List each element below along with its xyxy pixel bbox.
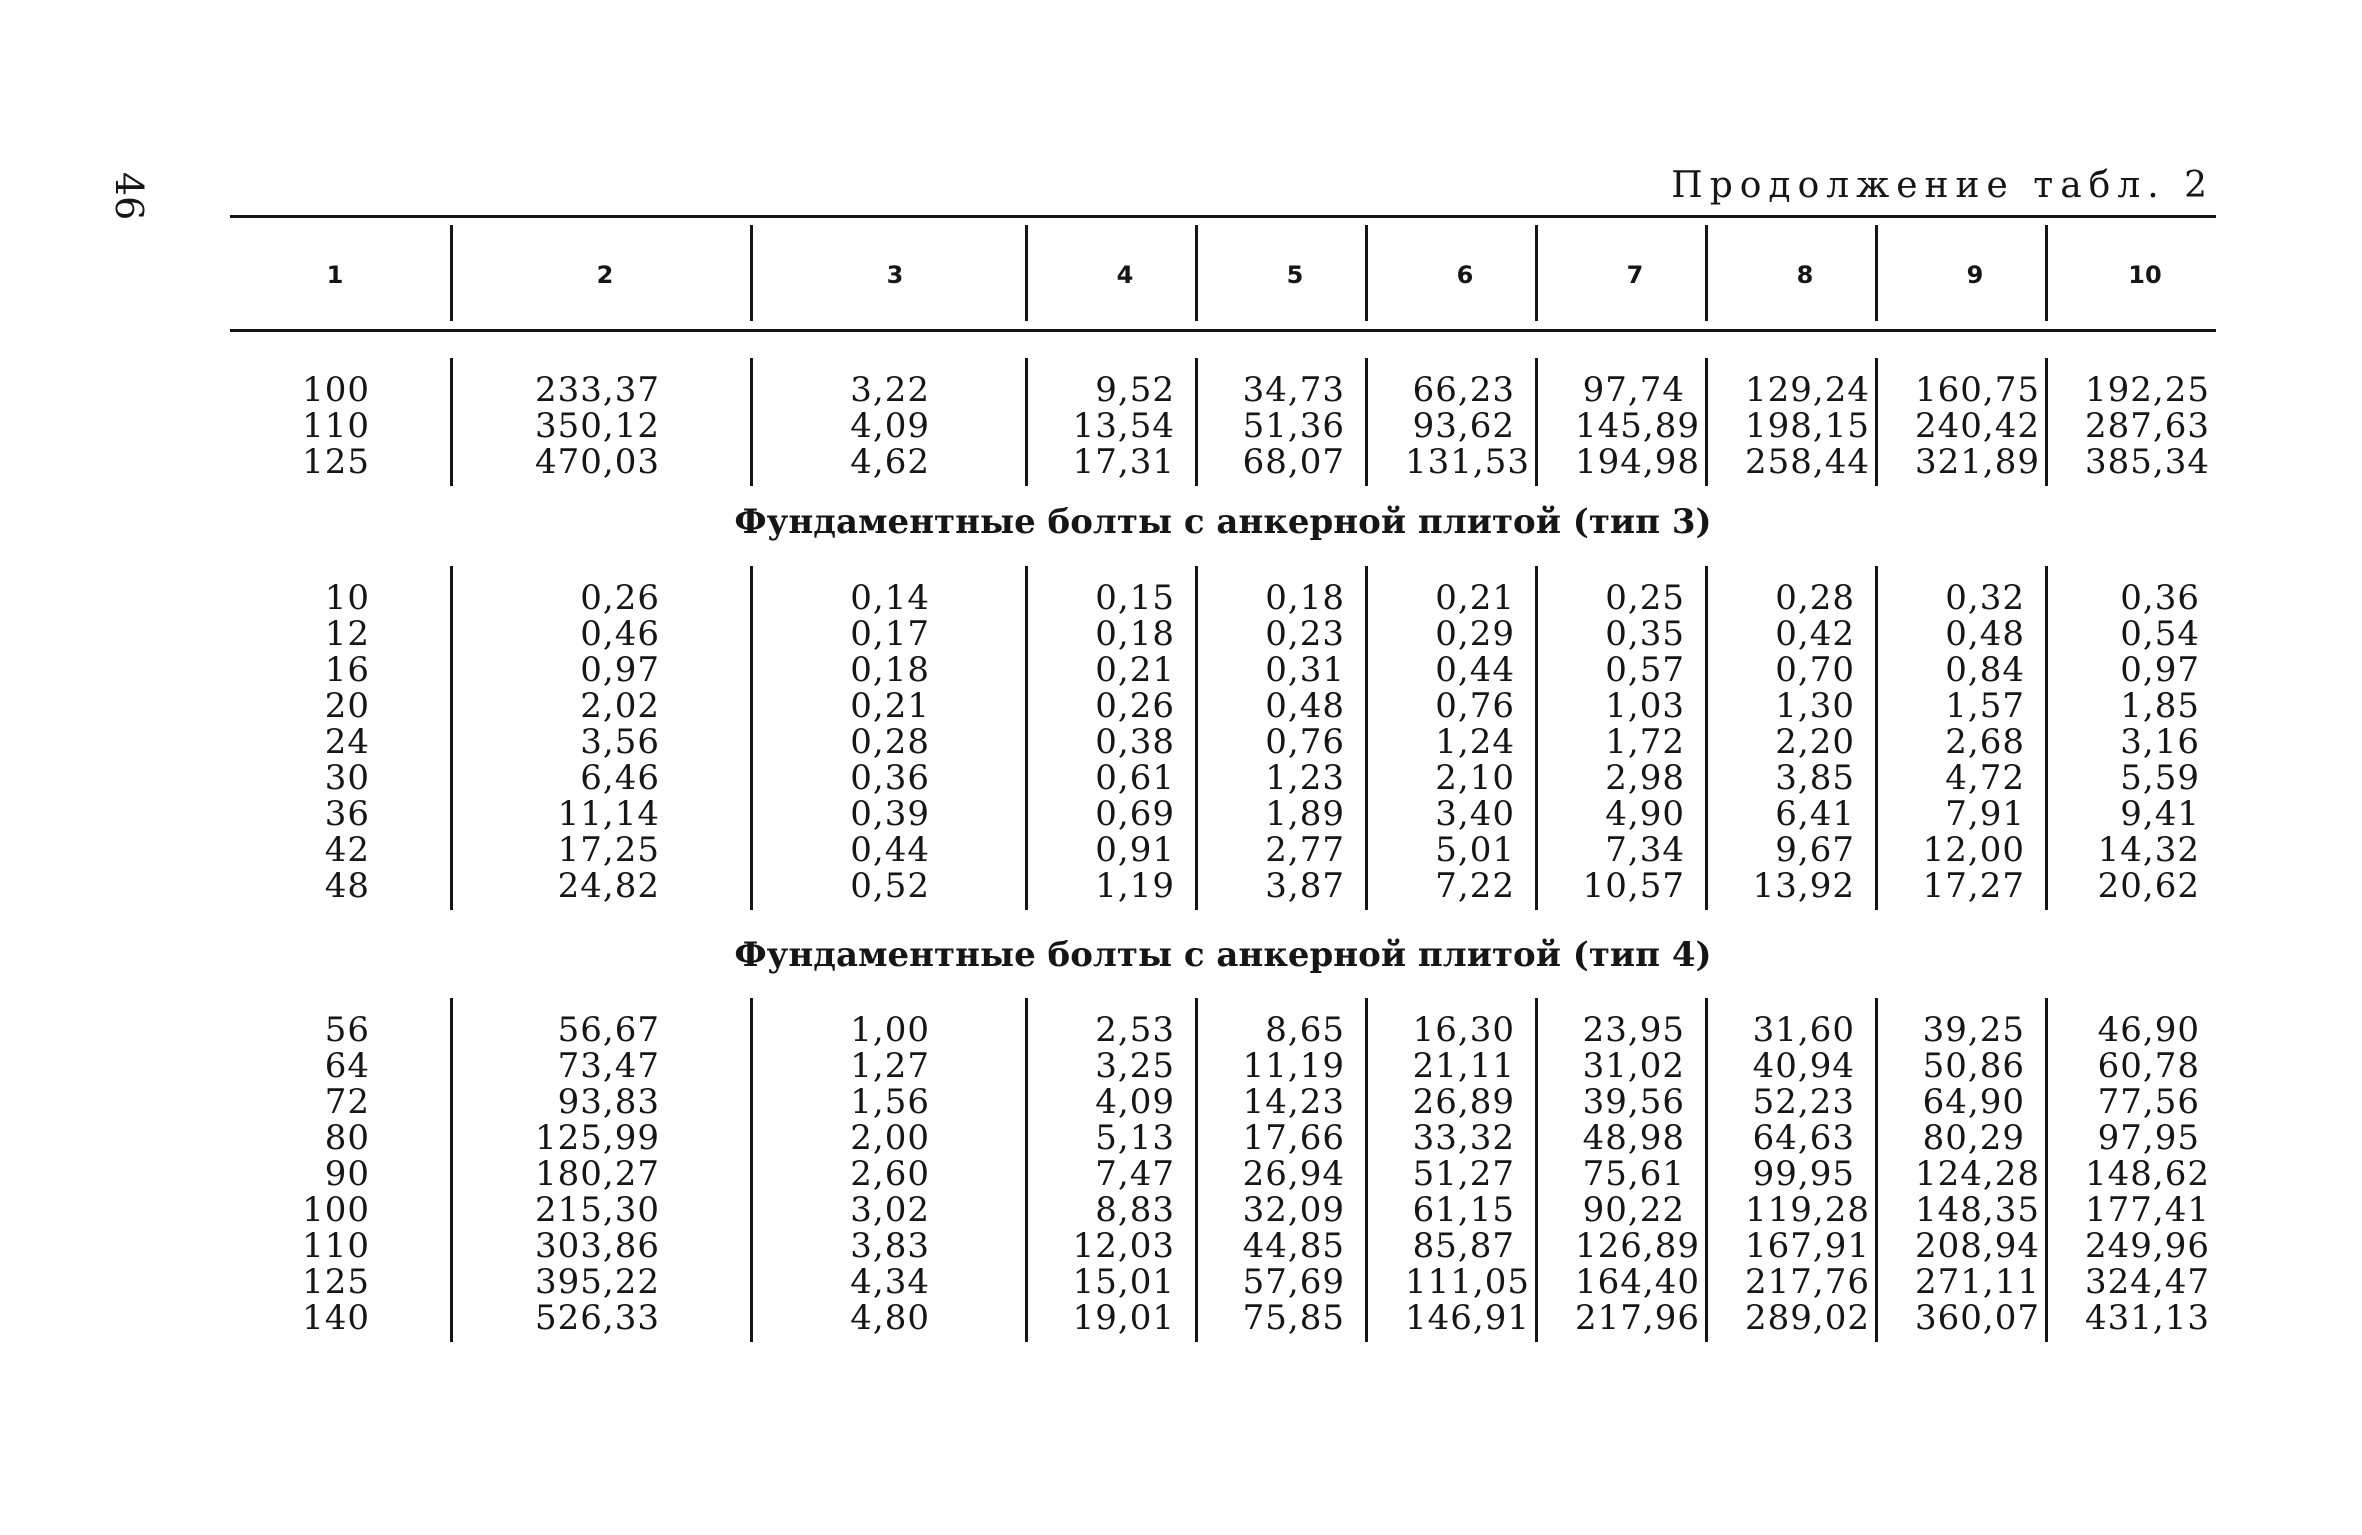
column-divider xyxy=(2045,358,2048,486)
table-cell: 68,07 xyxy=(1242,442,1345,482)
table-cell: 0,18 xyxy=(1265,578,1345,618)
section-title: Фундаментные болты с анкерной плитой (тип 3) xyxy=(734,502,1712,542)
column-divider xyxy=(450,358,453,486)
column-divider xyxy=(450,998,453,1342)
table-cell: 80,29 xyxy=(1922,1118,2025,1158)
table-cell: 303,86 xyxy=(535,1226,660,1266)
table-cell: 233,37 xyxy=(535,370,660,410)
table-cell: 0,84 xyxy=(1945,650,2025,690)
table-cell: 0,26 xyxy=(580,578,660,618)
table-cell: 90,22 xyxy=(1582,1190,1685,1230)
table-cell: 2,20 xyxy=(1775,722,1855,762)
table-cell: 72 xyxy=(324,1082,370,1122)
table-row xyxy=(230,1120,2216,1156)
table-cell: 16,30 xyxy=(1412,1010,1515,1050)
table-cell: 110 xyxy=(302,406,370,446)
table-cell: 11,14 xyxy=(557,794,660,834)
table-cell: 0,29 xyxy=(1435,614,1515,654)
table-cell: 21,11 xyxy=(1412,1046,1515,1086)
table-cell: 0,48 xyxy=(1265,686,1345,726)
table-cell: 0,28 xyxy=(850,722,930,762)
table-cell: 125 xyxy=(302,442,370,482)
table-cell: 431,13 xyxy=(2085,1298,2210,1338)
table-cell: 0,14 xyxy=(850,578,930,618)
column-divider xyxy=(1025,998,1028,1342)
column-divider xyxy=(2045,566,2048,910)
column-divider xyxy=(1875,998,1878,1342)
table-cell: 3,16 xyxy=(2120,722,2200,762)
table-cell: 73,47 xyxy=(557,1046,660,1086)
table-cell: 350,12 xyxy=(535,406,660,446)
table-cell: 90 xyxy=(324,1154,370,1194)
table-cell: 0,44 xyxy=(1435,650,1515,690)
table-cell: 0,91 xyxy=(1095,830,1175,870)
table-cell: 0,21 xyxy=(1435,578,1515,618)
table-cell: 31,02 xyxy=(1582,1046,1685,1086)
table-cell: 198,15 xyxy=(1745,406,1870,446)
table-cell: 2,77 xyxy=(1265,830,1345,870)
table-cell: 26,94 xyxy=(1242,1154,1345,1194)
column-divider xyxy=(1875,225,1878,321)
table-cell: 5,13 xyxy=(1095,1118,1175,1158)
table-cell: 0,23 xyxy=(1265,614,1345,654)
table-cell: 1,85 xyxy=(2120,686,2200,726)
column-header: 8 xyxy=(1796,261,1814,289)
table-cell: 31,60 xyxy=(1752,1010,1855,1050)
table-cell: 470,03 xyxy=(535,442,660,482)
table-cell: 360,07 xyxy=(1915,1298,2040,1338)
table-cell: 3,40 xyxy=(1435,794,1515,834)
table-cell: 1,56 xyxy=(850,1082,930,1122)
table-cell: 12,00 xyxy=(1922,830,2025,870)
column-divider xyxy=(1195,566,1198,910)
table-cell: 24,82 xyxy=(557,866,660,906)
table-cell: 164,40 xyxy=(1575,1262,1700,1302)
table-cell: 7,91 xyxy=(1945,794,2025,834)
table-cell: 324,47 xyxy=(2085,1262,2210,1302)
table-cell: 146,91 xyxy=(1405,1298,1530,1338)
column-header: 2 xyxy=(596,261,614,289)
table-cell: 26,89 xyxy=(1412,1082,1515,1122)
table-cell: 4,90 xyxy=(1605,794,1685,834)
table-cell: 0,21 xyxy=(850,686,930,726)
column-divider xyxy=(1705,358,1708,486)
table-cell: 0,48 xyxy=(1945,614,2025,654)
table-row xyxy=(230,1228,2216,1264)
table-row xyxy=(230,868,2216,904)
table-cell: 0,25 xyxy=(1605,578,1685,618)
table-cell: 20 xyxy=(324,686,370,726)
column-divider xyxy=(750,358,753,486)
table-cell: 0,38 xyxy=(1095,722,1175,762)
column-divider xyxy=(1535,998,1538,1342)
table-cell: 52,23 xyxy=(1752,1082,1855,1122)
column-divider xyxy=(1025,566,1028,910)
table-cell: 8,65 xyxy=(1265,1010,1345,1050)
table-cell: 97,95 xyxy=(2097,1118,2200,1158)
table-cell: 1,19 xyxy=(1095,866,1175,906)
table-cell: 0,21 xyxy=(1095,650,1175,690)
column-divider xyxy=(750,225,753,321)
table-cell: 99,95 xyxy=(1752,1154,1855,1194)
column-divider xyxy=(2045,998,2048,1342)
table-cell: 64,90 xyxy=(1922,1082,2025,1122)
column-header: 9 xyxy=(1966,261,1984,289)
column-header: 10 xyxy=(2128,261,2162,289)
table-cell: 3,87 xyxy=(1265,866,1345,906)
column-header: 3 xyxy=(886,261,904,289)
table-cell: 12,03 xyxy=(1072,1226,1175,1266)
table-cell: 5,59 xyxy=(2120,758,2200,798)
table-cell: 2,02 xyxy=(580,686,660,726)
column-divider xyxy=(450,566,453,910)
table-cell: 11,19 xyxy=(1242,1046,1345,1086)
table-row xyxy=(230,1084,2216,1120)
table-cell: 7,47 xyxy=(1095,1154,1175,1194)
table-cell: 10,57 xyxy=(1582,866,1685,906)
table-cell: 3,25 xyxy=(1095,1046,1175,1086)
table-row xyxy=(230,444,2216,480)
column-divider xyxy=(1875,358,1878,486)
table-cell: 194,98 xyxy=(1575,442,1700,482)
table-cell: 1,23 xyxy=(1265,758,1345,798)
table-cell: 39,56 xyxy=(1582,1082,1685,1122)
table-cell: 17,31 xyxy=(1072,442,1175,482)
table-cell: 1,57 xyxy=(1945,686,2025,726)
table-cell: 526,33 xyxy=(535,1298,660,1338)
table-cell: 17,25 xyxy=(557,830,660,870)
table-cell: 0,61 xyxy=(1095,758,1175,798)
column-divider xyxy=(1025,225,1028,321)
table-cell: 39,25 xyxy=(1922,1010,2025,1050)
table-cell: 10 xyxy=(324,578,370,618)
table-cell: 56 xyxy=(324,1010,370,1050)
table-cell: 385,34 xyxy=(2085,442,2210,482)
table-cell: 0,42 xyxy=(1775,614,1855,654)
table-cell: 110 xyxy=(302,1226,370,1266)
table-cell: 93,62 xyxy=(1412,406,1515,446)
table-row xyxy=(230,1192,2216,1228)
table-cell: 395,22 xyxy=(535,1262,660,1302)
table-cell: 0,97 xyxy=(580,650,660,690)
table-cell: 0,39 xyxy=(850,794,930,834)
table-cell: 36 xyxy=(324,794,370,834)
table-row xyxy=(230,616,2216,652)
table-cell: 2,10 xyxy=(1435,758,1515,798)
table-row xyxy=(230,1264,2216,1300)
table-cell: 0,28 xyxy=(1775,578,1855,618)
column-divider xyxy=(1365,566,1368,910)
table-cell: 2,60 xyxy=(850,1154,930,1194)
table-cell: 34,73 xyxy=(1242,370,1345,410)
table-cell: 4,72 xyxy=(1945,758,2025,798)
table-cell: 167,91 xyxy=(1745,1226,1870,1266)
table-cell: 66,23 xyxy=(1412,370,1515,410)
table-cell: 32,09 xyxy=(1242,1190,1345,1230)
table-cell: 177,41 xyxy=(2085,1190,2210,1230)
table-cell: 61,15 xyxy=(1412,1190,1515,1230)
table-cell: 3,02 xyxy=(850,1190,930,1230)
column-divider xyxy=(1705,566,1708,910)
table-cell: 6,46 xyxy=(580,758,660,798)
table-cell: 1,03 xyxy=(1605,686,1685,726)
table-row xyxy=(230,760,2216,796)
table-cell: 42 xyxy=(324,830,370,870)
table-cell: 0,17 xyxy=(850,614,930,654)
table-cell: 0,76 xyxy=(1435,686,1515,726)
table-row xyxy=(230,1156,2216,1192)
column-divider xyxy=(1195,998,1198,1342)
table-cell: 14,23 xyxy=(1242,1082,1345,1122)
column-divider xyxy=(750,998,753,1342)
column-divider xyxy=(2045,225,2048,321)
table-cell: 0,36 xyxy=(850,758,930,798)
table-cell: 0,76 xyxy=(1265,722,1345,762)
table-cell: 4,80 xyxy=(850,1298,930,1338)
column-header: 1 xyxy=(326,261,344,289)
column-divider xyxy=(1535,566,1538,910)
table-cell: 0,97 xyxy=(2120,650,2200,690)
table-cell: 24 xyxy=(324,722,370,762)
table-cell: 3,22 xyxy=(850,370,930,410)
column-divider xyxy=(1535,358,1538,486)
table-cell: 3,83 xyxy=(850,1226,930,1266)
table-cell: 44,85 xyxy=(1242,1226,1345,1266)
table-cell: 0,18 xyxy=(850,650,930,690)
section-title: Фундаментные болты с анкерной плитой (тип 4) xyxy=(734,935,1712,975)
table-cell: 321,89 xyxy=(1915,442,2040,482)
table-cell: 8,83 xyxy=(1095,1190,1175,1230)
table-cell: 126,89 xyxy=(1575,1226,1700,1266)
table-cell: 50,86 xyxy=(1922,1046,2025,1086)
table-cell: 30 xyxy=(324,758,370,798)
table-row xyxy=(230,832,2216,868)
table-row xyxy=(230,652,2216,688)
table-cell: 4,62 xyxy=(850,442,930,482)
table-cell: 20,62 xyxy=(2097,866,2200,906)
table-cell: 0,46 xyxy=(580,614,660,654)
column-divider xyxy=(1875,566,1878,910)
table-row xyxy=(230,796,2216,832)
table-cell: 0,52 xyxy=(850,866,930,906)
table-cell: 4,09 xyxy=(850,406,930,446)
table-cell: 0,44 xyxy=(850,830,930,870)
table-cell: 51,36 xyxy=(1242,406,1345,446)
table-cell: 15,01 xyxy=(1072,1262,1175,1302)
table-cell: 258,44 xyxy=(1745,442,1870,482)
table-cell: 215,30 xyxy=(535,1190,660,1230)
table-cell: 287,63 xyxy=(2085,406,2210,446)
table-cell: 9,52 xyxy=(1095,370,1175,410)
table-cell: 119,28 xyxy=(1745,1190,1870,1230)
column-header: 6 xyxy=(1456,261,1474,289)
table-cell: 57,69 xyxy=(1242,1262,1345,1302)
table-cell: 145,89 xyxy=(1575,406,1700,446)
table-cell: 1,27 xyxy=(850,1046,930,1086)
table-cell: 100 xyxy=(302,1190,370,1230)
table-cell: 75,85 xyxy=(1242,1298,1345,1338)
column-divider xyxy=(450,225,453,321)
column-divider xyxy=(1365,998,1368,1342)
table-cell: 0,35 xyxy=(1605,614,1685,654)
table-cell: 9,41 xyxy=(2120,794,2200,834)
column-divider xyxy=(1535,225,1538,321)
table-row xyxy=(230,688,2216,724)
table-cell: 80 xyxy=(324,1118,370,1158)
page-number: 46 xyxy=(107,172,151,221)
table-row xyxy=(230,580,2216,616)
column-divider xyxy=(1365,358,1368,486)
column-divider xyxy=(1025,358,1028,486)
table-cell: 7,22 xyxy=(1435,866,1515,906)
table-cell: 33,32 xyxy=(1412,1118,1515,1158)
table-cell: 64 xyxy=(324,1046,370,1086)
table-cell: 17,66 xyxy=(1242,1118,1345,1158)
table-cell: 60,78 xyxy=(2097,1046,2200,1086)
table-cell: 1,72 xyxy=(1605,722,1685,762)
table-cell: 85,87 xyxy=(1412,1226,1515,1266)
table-cell: 125,99 xyxy=(535,1118,660,1158)
table-cell: 1,30 xyxy=(1775,686,1855,726)
table-continuation-label: Продолжение табл. 2 xyxy=(1671,165,2214,206)
table-cell: 14,32 xyxy=(2097,830,2200,870)
column-header: 4 xyxy=(1116,261,1134,289)
table-cell: 7,34 xyxy=(1605,830,1685,870)
table-cell: 2,53 xyxy=(1095,1010,1175,1050)
table-cell: 148,62 xyxy=(2085,1154,2210,1194)
table-cell: 208,94 xyxy=(1915,1226,2040,1266)
table-cell: 217,96 xyxy=(1575,1298,1700,1338)
table-cell: 160,75 xyxy=(1915,370,2040,410)
table-cell: 56,67 xyxy=(557,1010,660,1050)
column-header: 7 xyxy=(1626,261,1644,289)
table-cell: 0,31 xyxy=(1265,650,1345,690)
table-cell: 48 xyxy=(324,866,370,906)
table-cell: 0,69 xyxy=(1095,794,1175,834)
table-cell: 2,68 xyxy=(1945,722,2025,762)
table-cell: 3,56 xyxy=(580,722,660,762)
table-cell: 51,27 xyxy=(1412,1154,1515,1194)
table-cell: 100 xyxy=(302,370,370,410)
table-top-rule xyxy=(230,215,2216,218)
table-cell: 131,53 xyxy=(1405,442,1530,482)
table-cell: 0,57 xyxy=(1605,650,1685,690)
table-header-rule xyxy=(230,329,2216,332)
table-cell: 2,00 xyxy=(850,1118,930,1158)
table-cell: 13,92 xyxy=(1752,866,1855,906)
table-row xyxy=(230,724,2216,760)
table-cell: 75,61 xyxy=(1582,1154,1685,1194)
column-divider xyxy=(750,566,753,910)
column-header: 5 xyxy=(1286,261,1304,289)
table-cell: 217,76 xyxy=(1745,1262,1870,1302)
table-cell: 140 xyxy=(302,1298,370,1338)
table-cell: 17,27 xyxy=(1922,866,2025,906)
table-cell: 0,18 xyxy=(1095,614,1175,654)
table-cell: 129,24 xyxy=(1745,370,1870,410)
table-row xyxy=(230,1012,2216,1048)
table-cell: 0,15 xyxy=(1095,578,1175,618)
table-cell: 4,34 xyxy=(850,1262,930,1302)
table-cell: 46,90 xyxy=(2097,1010,2200,1050)
table-row xyxy=(230,1048,2216,1084)
column-divider xyxy=(1195,225,1198,321)
table-cell: 40,94 xyxy=(1752,1046,1855,1086)
table-cell: 9,67 xyxy=(1775,830,1855,870)
column-divider xyxy=(1705,225,1708,321)
table-row xyxy=(230,1300,2216,1336)
column-divider xyxy=(1705,998,1708,1342)
table-cell: 97,74 xyxy=(1582,370,1685,410)
table-cell: 240,42 xyxy=(1915,406,2040,446)
table-cell: 13,54 xyxy=(1072,406,1175,446)
table-row xyxy=(230,372,2216,408)
table-cell: 19,01 xyxy=(1072,1298,1175,1338)
column-divider xyxy=(1365,225,1368,321)
table-cell: 180,27 xyxy=(535,1154,660,1194)
table-cell: 6,41 xyxy=(1775,794,1855,834)
table-cell: 124,28 xyxy=(1915,1154,2040,1194)
table-cell: 271,11 xyxy=(1915,1262,2040,1302)
table-cell: 1,89 xyxy=(1265,794,1345,834)
table-cell: 3,85 xyxy=(1775,758,1855,798)
table-cell: 5,01 xyxy=(1435,830,1515,870)
table-cell: 192,25 xyxy=(2085,370,2210,410)
table-cell: 0,54 xyxy=(2120,614,2200,654)
table-cell: 64,63 xyxy=(1752,1118,1855,1158)
table-cell: 23,95 xyxy=(1582,1010,1685,1050)
column-divider xyxy=(1195,358,1198,486)
table-cell: 93,83 xyxy=(557,1082,660,1122)
table-cell: 125 xyxy=(302,1262,370,1302)
table-cell: 48,98 xyxy=(1582,1118,1685,1158)
table-cell: 77,56 xyxy=(2097,1082,2200,1122)
table-cell: 1,00 xyxy=(850,1010,930,1050)
table-cell: 289,02 xyxy=(1745,1298,1870,1338)
table-cell: 249,96 xyxy=(2085,1226,2210,1266)
table-cell: 0,32 xyxy=(1945,578,2025,618)
table-cell: 2,98 xyxy=(1605,758,1685,798)
table-cell: 12 xyxy=(324,614,370,654)
table-row xyxy=(230,408,2216,444)
table-cell: 0,26 xyxy=(1095,686,1175,726)
table-cell: 0,36 xyxy=(2120,578,2200,618)
table-cell: 0,70 xyxy=(1775,650,1855,690)
table-cell: 148,35 xyxy=(1915,1190,2040,1230)
table-cell: 4,09 xyxy=(1095,1082,1175,1122)
table-cell: 1,24 xyxy=(1435,722,1515,762)
table-cell: 16 xyxy=(324,650,370,690)
table-cell: 111,05 xyxy=(1405,1262,1530,1302)
